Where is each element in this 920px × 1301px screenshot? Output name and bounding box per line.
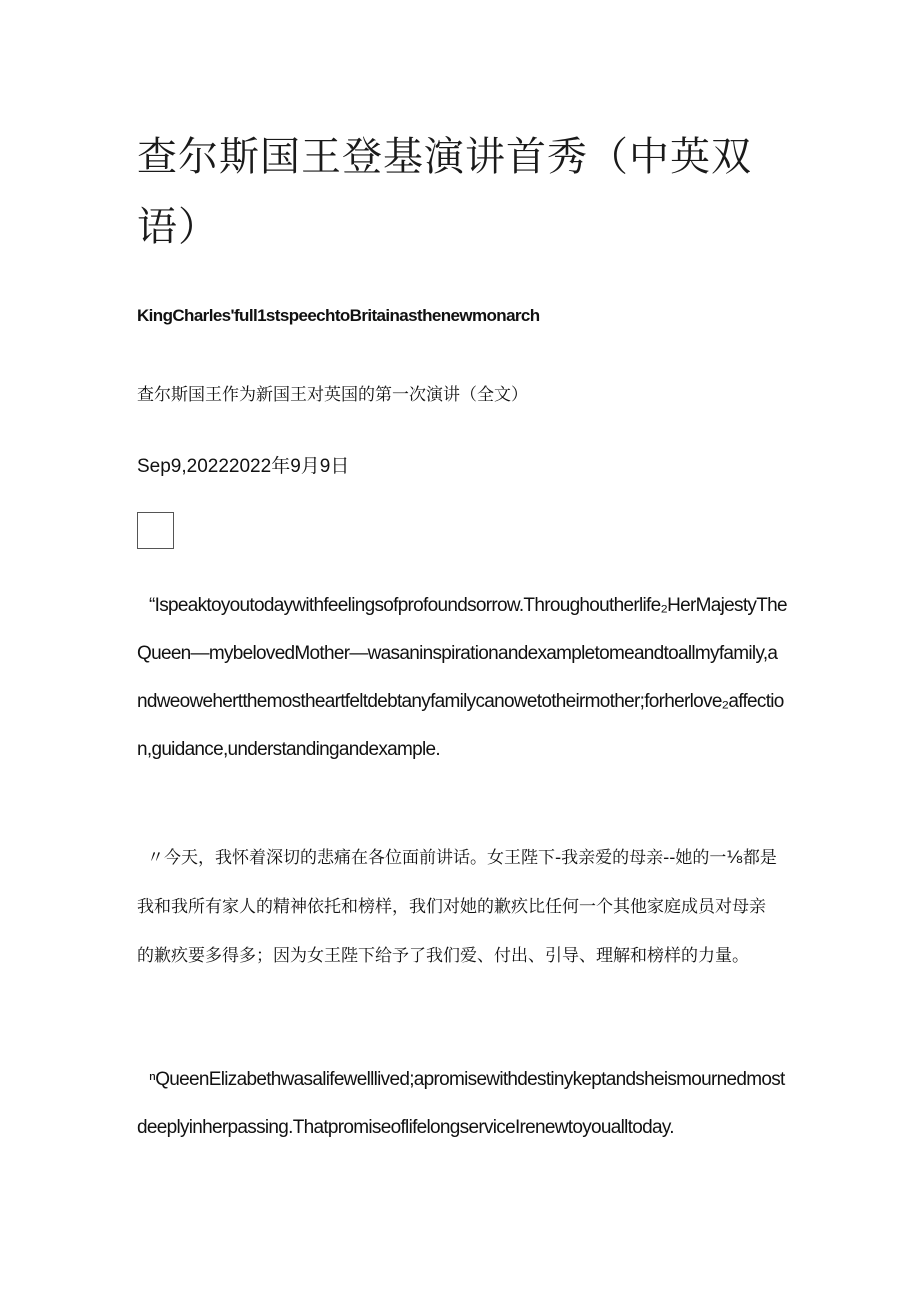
image-placeholder-icon	[137, 512, 174, 549]
chinese-subtitle: 查尔斯国王作为新国王对英国的第一次演讲（全文）	[137, 385, 528, 405]
publish-date: Sep9,20222022年9月9日	[137, 456, 350, 477]
paragraph-english-2: ⁿQueenElizabethwasalifewelllived;apromisewithdestinykeptandsheismournedmostdeeplyinherpassing.ThatpromiseoflifelongserviceIrenewtoyoualltoday.	[137, 1069, 785, 1138]
paragraph-english-1: “Ispeaktoyoutodaywithfeelingsofprofoundsorrow.Throughoutherlife₂HerMajestyTheQueen—mybelovedMother—wasaninspirationandexampletomeandtoallmyfamily,andweowehertthemostheartfeltdebtanyfamilycanowetotheirmother;forherlove₂affection,guidance,understandingandexample.	[137, 595, 787, 760]
paragraph-chinese-1: 〃今天，我怀着深切的悲痛在各位面前讲话。女王陛下-我亲爱的母亲--她的一⅛都是我和我所有家人的精神依托和榜样，我们对她的歉疚比任何一个其他家庭成员对母亲的歉疚要多得多；因为女王陛下给予了我们爱、付出、引导、理解和榜样的力量。	[137, 848, 777, 966]
english-subtitle: KingCharles'full1stspeechtoBritainasthenewmonarch	[137, 306, 540, 325]
document-title: 查尔斯国王登基演讲首秀（中英双语）	[137, 134, 752, 250]
